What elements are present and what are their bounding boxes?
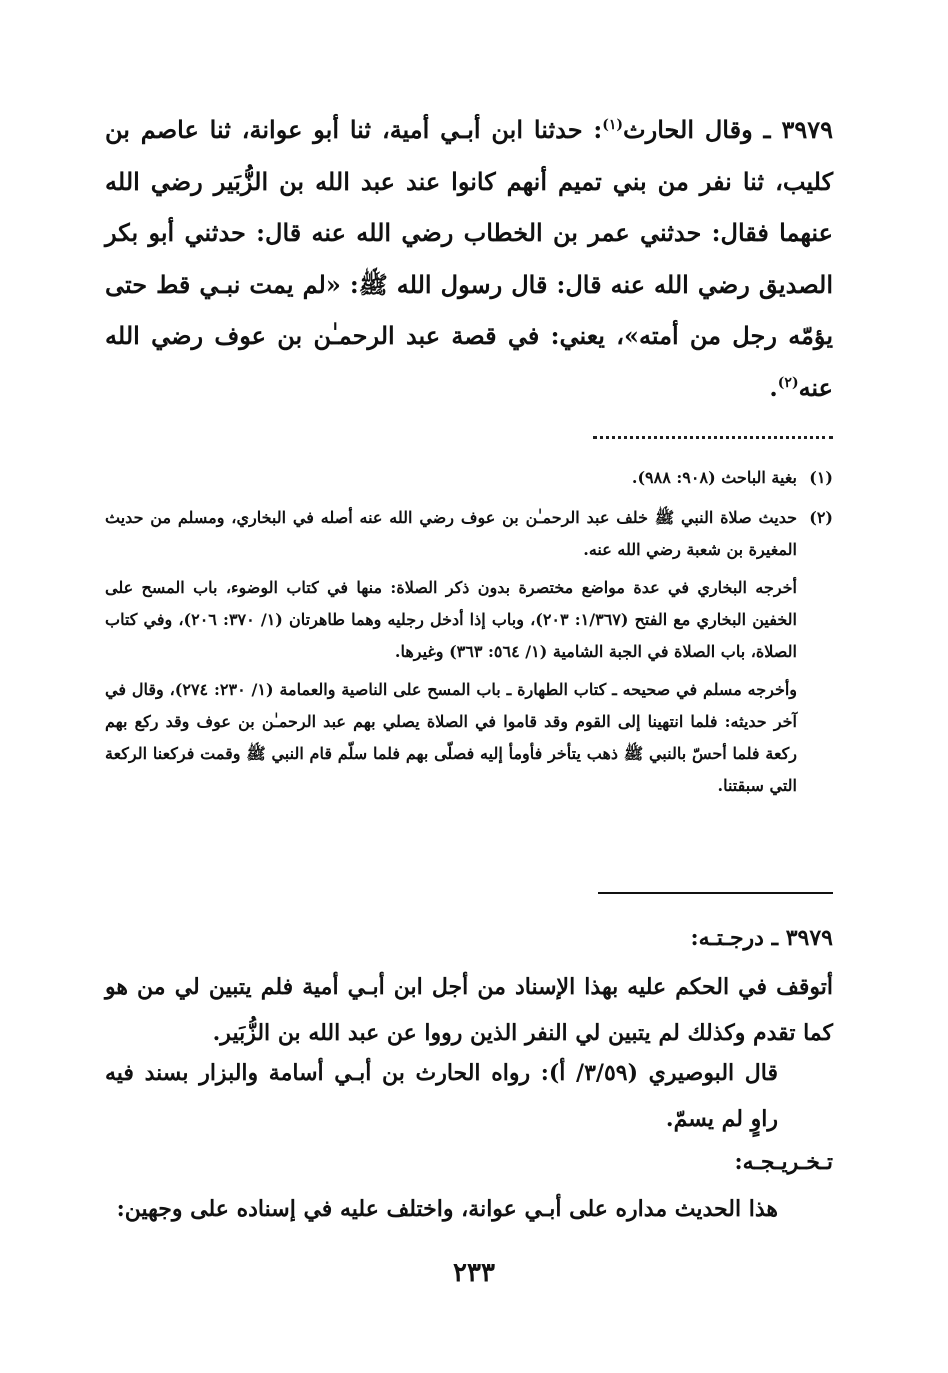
footnote-2-number: (٢) (809, 508, 833, 527)
takhrij-heading: تـخـريـجـه: (734, 1149, 833, 1175)
dash: ـ (752, 115, 782, 144)
grade-para-1: أتوقف في الحكم عليه بهذا الإسناد من أجل ابن أبـي أمية فلم يتبين لي من هو كما تقدم وكذلك لم يتبين لي النفر الذين رووا عن عبد الله بن الزُّبَير. (105, 974, 833, 1046)
page-number: ٢٣٣ (453, 1258, 495, 1288)
footnote-ref-1: (١) (602, 117, 624, 133)
hadith-text (105, 104, 833, 413)
hadith-intro: وقال الحارث (623, 115, 753, 144)
footnote-1-number: (١) (809, 468, 833, 487)
footnote-2-para-1: حديث صلاة النبي ﷺ خلف عبد الرحمـٰن بن عوف رضي الله عنه أصله في البخاري، ومسلم من حديث المغيرة بن شعبة رضي الله عنه. (105, 508, 797, 559)
takhrij-para-1: هذا الحديث مداره على أبـي عوانة، واختلف عليه في إسناده على وجهين: (116, 1196, 778, 1222)
hadith-number: ٣٩٧٩ (781, 115, 833, 144)
hadith-end: . (769, 372, 778, 402)
footnote-1-text: بغية الباحث (٩٠٨: ٩٨٨). (631, 468, 797, 487)
footnote-2 (105, 502, 833, 802)
footnote-separator (593, 426, 833, 439)
footnote-2-para-2: أخرجه البخاري في عدة مواضع مختصرة بدون ذكر الصلاة: منها في كتاب الوضوء، باب المسح على الخفين البخاري مع الفتح (١/٣٦٧: ٢٠٣)، وباب إذا أدخل رجليه وهما طاهرتان (١/ ٣٧٠: ٢٠٦)، وفي كتاب الصلاة، باب الصلاة في الجبة الشامية (١/ ٥٦٤: ٣٦٣) وغيرها. (105, 578, 798, 661)
footnote-1 (105, 462, 833, 494)
grade-heading: ٣٩٧٩ ـ درجـتـه: (690, 925, 833, 951)
grade-para-2: قال البوصيري (٣/٥٩/ أ): رواه الحارث بن أبـي أسامة والبزار بسند فيه راوٍ لم يسمّ. (105, 1060, 779, 1132)
hadith-body: : حدثنا ابن أبـي أمية، ثنا أبو عوانة، ثنا عاصم بن كليب، ثنا نفر من بني تميم أنهم كانوا عند عبد الله بن الزُّبَير رضي الله عنهما فقال: حدثني عمر بن الخطاب رضي الله عنه قال: حدثني أبو بكر الصديق رضي الله عنه قال: قال رسول الله ﷺ: «لم يمت نبـي قط حتى يؤمّه رجل من أمته»، يعني: في قصة عبد الرحمـٰن بن عوف رضي الله عنه (105, 115, 833, 402)
footnote-2-para-3: وأخرجه مسلم في صحيحه ـ كتاب الطهارة ـ باب المسح على الناصية والعمامة (١/ ٢٣٠: ٢٧٤)، وقال في آخر حديثه: فلما انتهينا إلى القوم وقد قاموا في الصلاة يصلي بهم عبد الرحمـٰن بن عوف وقد ركع بهم ركعة فلما أحسّ بالنبي ﷺ ذهب يتأخر فأومأ إليه فصلّى بهم فلما سلّم قام النبي ﷺ وقمت فركعنا الركعة التي سبقتنا. (105, 680, 798, 795)
section-rule (598, 892, 833, 894)
footnote-ref-2: (٢) (777, 374, 799, 391)
